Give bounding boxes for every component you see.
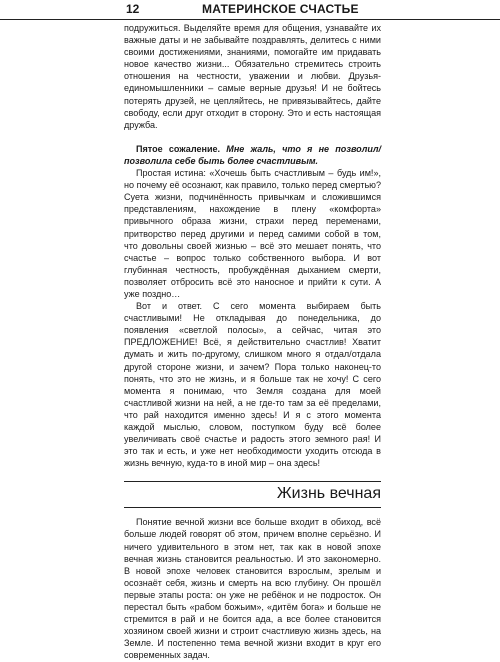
fifth-regret-heading bbox=[124, 143, 381, 167]
paragraph: Понятие вечной жизни все больше входит в обиход, всё больше людей говорят об этом, причем вполне серьёзно. И ничего удивительного в этом нет, так как в новой эпохе вечная жизнь становится реальностью. И это закономерно. В новой эпохе человек становится взрослым, зрелым и осознаёт себя, жизнь и смерть на всю глубину. Он прошёл первые этапы роста: он уже не ребёнок и не подросток. Он перестал быть «рабом божьим», «дитём бога» и больше не стремится в рай и не боится ада, а все более становится хозяином своей жизни и строит счастливую жизнь здесь, на Земле. И постепенно тема вечной жизни входит в круг его современных задач. bbox=[124, 517, 381, 661]
subhead-label: Пятое сожаление. bbox=[136, 143, 221, 154]
section-heading: Жизнь вечная bbox=[124, 481, 381, 508]
page-number: 12 bbox=[126, 2, 140, 16]
page-body bbox=[124, 22, 381, 662]
paragraph: Простая истина: «Хочешь быть счастливым – будь им!», но почему её осознают, как правило, только перед смертью? Суета жизни, подчинённость привычкам и сложившимся представлениям, нахождение в плену «комфорта» привычного образа жизни, страхи перед переменами, притворство перед другими и перед самими собой в том, что довольны своей жизнью – всё это мешает понять, что счастье – вопрос только собственного выбора. И вот глубинная честность, пробуждённая дыханием смерти, позволяет отбросить всё это наносное и прийти к сути. А уже поздно… bbox=[124, 168, 381, 299]
running-title: МАТЕРИНСКОЕ СЧАСТЬЕ bbox=[202, 2, 359, 16]
paragraph: подружиться. Выделяйте время для общения, узнавайте их важные даты и не забывайте поздравлять, делитесь с ними своими достижениями, знаниями, помогайте им придавать новое качество жизни... Обязательно стремитесь строить отношения на честности, уважении и любви. Друзья-единомышленники – самые верные друзья! И не бойтесь потерять друзей, не цепляйтесь, не привязывайтесь, дайте свободу, если друг отходит в сторону. Это и есть настоящая дружба. bbox=[124, 23, 381, 130]
paragraph: Вот и ответ. С сего момента выбираем быть счастливыми! Не откладывая до понедельника, до появления «светлой полосы», а сейчас, читая это ПРЕДЛОЖЕНИЕ! Всё, я действительно счастлив! Хватит думать и жить по-другому, слишком много я отдал/отдала другой стороне жизни, и зачем? Пора только наконец-то понять, что это не жизнь, и я больше так не хочу! С сего момента я понимаю, что Земля создана для моей счастливой жизни на ней, а не где-то там за её пределами, что рай находится именно здесь! И я с этого момента каждой мыслью, словом, поступком буду всё более увеличивать своё счастье и радость этого земного рая! И это так и есть, и уже нет необходимости уходить отсюда в жизнь вечную, куда-то в иной мир – она здесь! bbox=[124, 301, 381, 469]
subhead-statement: Мне жаль, что я не позволил/позволила себе быть более счастливым. bbox=[124, 143, 382, 166]
running-header bbox=[0, 0, 500, 20]
